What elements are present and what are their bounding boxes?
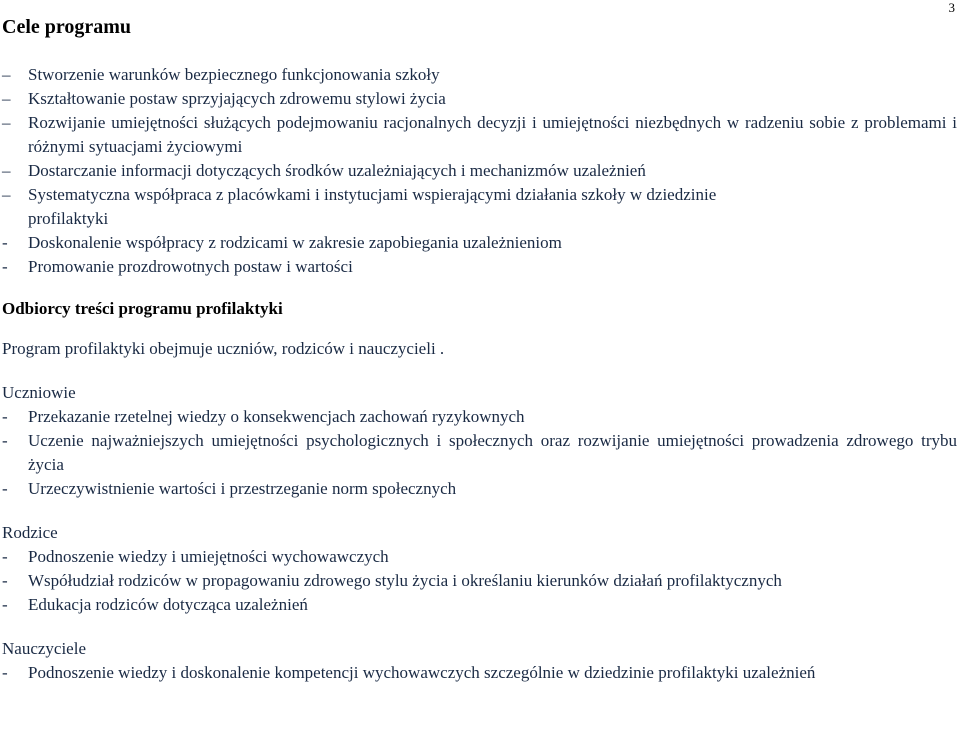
teachers-section bbox=[2, 637, 957, 685]
goal-text: Promowanie prozdrowotnych postaw i wartości bbox=[28, 257, 353, 276]
students-section bbox=[2, 381, 957, 501]
list-item bbox=[2, 569, 957, 593]
students-title: Uczniowie bbox=[2, 383, 76, 402]
teachers-title: Nauczyciele bbox=[2, 639, 86, 658]
list-item bbox=[2, 429, 957, 477]
list-item bbox=[2, 183, 957, 231]
list-item bbox=[2, 255, 957, 279]
list-item bbox=[2, 87, 957, 111]
dash-marker: – bbox=[2, 65, 11, 84]
goal-text: Kształtowanie postaw sprzyjających zdrowemu stylowi życia bbox=[28, 89, 446, 108]
list-item bbox=[2, 477, 957, 501]
dash-marker: - bbox=[2, 257, 8, 276]
goal-text: Systematyczna współpraca z placówkami i instytucjami wspierającymi działania szkoły w dziedzinie profilaktyki bbox=[28, 185, 717, 228]
recipients-heading: Odbiorcy treści programu profilaktyki bbox=[2, 299, 283, 318]
dash-marker: - bbox=[2, 571, 8, 590]
list-item bbox=[2, 545, 957, 569]
goals-list bbox=[2, 63, 957, 279]
parents-title: Rodzice bbox=[2, 523, 58, 542]
list-item bbox=[2, 159, 957, 183]
list-item bbox=[2, 231, 957, 255]
goal-text: Doskonalenie współpracy z rodzicami w zakresie zapobiegania uzależnieniom bbox=[28, 233, 562, 252]
dash-marker: - bbox=[2, 547, 8, 566]
dash-marker: – bbox=[2, 161, 11, 180]
list-item bbox=[2, 111, 957, 159]
item-text: Przekazanie rzetelnej wiedzy o konsekwencjach zachowań ryzykownych bbox=[28, 407, 525, 426]
goal-text: Stworzenie warunków bezpiecznego funkcjonowania szkoły bbox=[28, 65, 440, 84]
item-text: Podnoszenie wiedzy i doskonalenie kompetencji wychowawczych szczególnie w dziedzinie profilaktyki uzależnień bbox=[28, 663, 816, 682]
recipients-intro: Program profilaktyki obejmuje uczniów, rodziców i nauczycieli . bbox=[2, 339, 445, 358]
dash-marker: - bbox=[2, 479, 8, 498]
list-item bbox=[2, 661, 957, 685]
list-item bbox=[2, 405, 957, 429]
dash-marker: - bbox=[2, 233, 8, 252]
goal-text: Dostarczanie informacji dotyczących środków uzależniających i mechanizmów uzależnień bbox=[28, 161, 646, 180]
item-text: Uczenie najważniejszych umiejętności psychologicznych i społecznych oraz rozwijanie umiejętności prowadzenia zdrowego trybu życia bbox=[28, 431, 957, 474]
page-title: Cele programu bbox=[2, 16, 132, 38]
dash-marker: – bbox=[2, 89, 11, 108]
goal-text: Rozwijanie umiejętności służących podejmowaniu racjonalnych decyzji i umiejętności niezbędnych w radzeniu sobie z problemami i różnymi sytuacjami życiowymi bbox=[28, 113, 957, 156]
page-number: 3 bbox=[948, 0, 955, 15]
dash-marker: - bbox=[2, 431, 8, 450]
dash-marker: – bbox=[2, 185, 11, 204]
dash-marker: – bbox=[2, 113, 11, 132]
item-text: Urzeczywistnienie wartości i przestrzeganie norm społecznych bbox=[28, 479, 457, 498]
item-text: Współudział rodziców w propagowaniu zdrowego stylu życia i określaniu kierunków działań profilaktycznych bbox=[28, 571, 782, 590]
item-text: Edukacja rodziców dotycząca uzależnień bbox=[28, 595, 308, 614]
item-text: Podnoszenie wiedzy i umiejętności wychowawczych bbox=[28, 547, 389, 566]
dash-marker: - bbox=[2, 663, 8, 682]
dash-marker: - bbox=[2, 407, 8, 426]
list-item bbox=[2, 63, 957, 87]
document-page bbox=[2, 14, 957, 685]
dash-marker: - bbox=[2, 595, 8, 614]
list-item bbox=[2, 593, 957, 617]
parents-section bbox=[2, 521, 957, 617]
